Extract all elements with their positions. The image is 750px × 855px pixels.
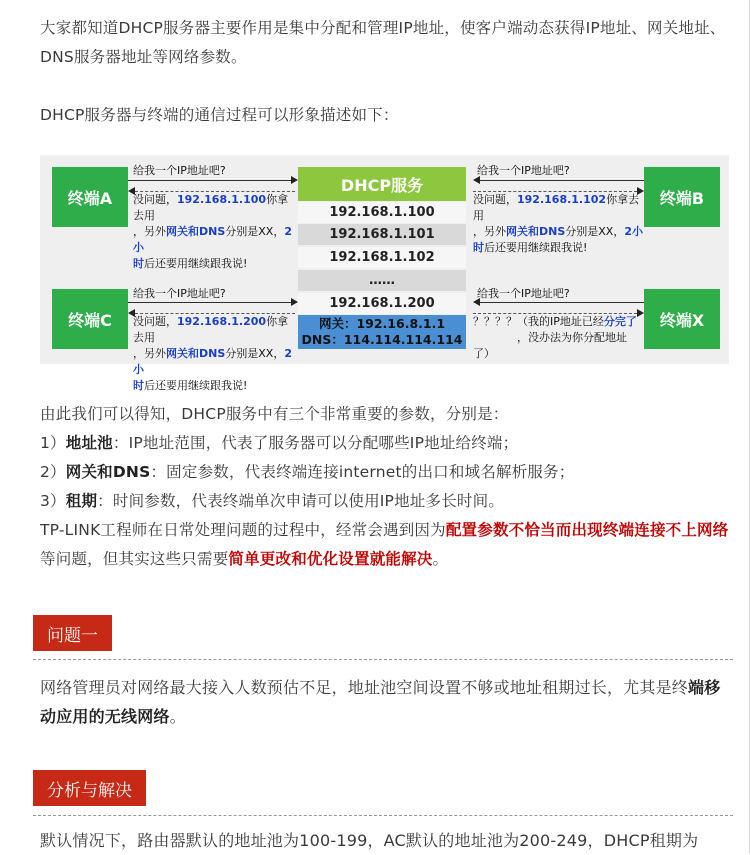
reply-x: ？？？？（我的IP地址已经分完了 ，没办法为你分配地址了）: [473, 315, 637, 360]
reply-arrow-line: [135, 191, 295, 192]
request-b: 给我一个IP地址吧?: [477, 164, 570, 177]
ip-row: 192.168.1.102: [298, 247, 466, 268]
section-title-problem1: 问题一: [33, 615, 112, 651]
terminal-x: 终端X: [644, 289, 720, 349]
arrow-right-icon: [637, 309, 644, 317]
dhcp-server-title: DHCP服务: [298, 167, 466, 201]
reply-c: 没问题，192.168.1.200你拿去用 ，另外网关和DNS分别是XX，2小 时后还要用继续跟我说!: [133, 315, 292, 392]
terminal-c: 终端C: [52, 289, 128, 349]
reply-arrow-line: [473, 191, 637, 192]
arrow-left-icon: [128, 187, 135, 195]
request-c: 给我一个IP地址吧?: [133, 287, 226, 300]
analysis-text: 默认情况下，路由器默认的地址池为100-199，AC默认的地址池为200-249，DHCP租期为: [40, 831, 699, 850]
terminal-b: 终端B: [644, 167, 720, 227]
request-arrow-line: [128, 180, 291, 181]
section-divider: [33, 815, 733, 816]
dns-text: DNS：114.114.114.114: [301, 332, 463, 347]
terminal-a: 终端A: [52, 167, 128, 227]
reply-a: 没问题，192.168.1.100你拿去用 ，另外网关和DNS分别是XX，2小 时后还要用继续跟我说!: [133, 193, 292, 270]
request-arrow-line: [480, 180, 644, 181]
gateway-text: 网关：192.16.8.1.1: [318, 316, 446, 331]
arrow-left-icon: [473, 298, 480, 306]
arrow-left-icon: [128, 309, 135, 317]
ip-row: ……: [298, 270, 466, 291]
params-lead: 由此我们可以得知，DHCP服务中有三个非常重要的参数，分别是：: [40, 405, 509, 423]
request-arrow-line: [480, 302, 644, 303]
intro-paragraph: 大家都知道DHCP服务器主要作用是集中分配和管理IP地址，使客户端动态获得IP地址、网关地址、DNS服务器地址等网络参数。: [40, 19, 726, 66]
problem1-text: 网络管理员对网络最大接入人数预估不足，地址池空间设置不够或地址租期过长，尤其是终端移动应用的无线网络。: [40, 678, 721, 726]
arrow-right-icon: [291, 298, 298, 306]
ip-row: 192.168.1.101: [298, 224, 466, 245]
request-a: 给我一个IP地址吧?: [133, 164, 226, 177]
param-item: 1）地址池：IP地址范围，代表了服务器可以分配哪些IP地址给终端；: [40, 434, 519, 452]
ip-row: 192.168.1.100: [298, 202, 466, 223]
request-x: 给我一个IP地址吧?: [477, 287, 570, 300]
ip-row: 192.168.1.200: [298, 293, 466, 314]
section-divider: [33, 659, 733, 660]
param-item: 2）网关和DNS：固定参数，代表终端连接internet的出口和域名解析服务；: [40, 463, 575, 481]
reply-arrow-line: [473, 313, 637, 314]
gateway-dns-box: [298, 315, 466, 349]
reply-arrow-line: [135, 313, 295, 314]
intro-paragraph-2: DHCP服务器与终端的通信过程可以形象描述如下：: [40, 106, 399, 124]
arrow-right-icon: [637, 187, 644, 195]
tplink-paragraph: TP-LINK工程师在日常处理问题的过程中，经常会遇到因为配置参数不恰当而出现终端连接不上网络等问题，但其实这些只需要简单更改和优化设置就能解决。: [40, 521, 729, 568]
arrow-right-icon: [291, 176, 298, 184]
reply-b: 没问题，192.168.1.102你拿去用 ，另外网关和DNS分别是XX，2小 时后还要用继续跟我说!: [473, 193, 643, 254]
arrow-left-icon: [473, 176, 480, 184]
request-arrow-line: [128, 302, 291, 303]
dhcp-diagram: [40, 155, 729, 392]
param-item: 3）租期：时间参数，代表终端单次申请可以使用IP地址多长时间。: [40, 492, 504, 510]
section-title-analysis: 分析与解决: [33, 770, 146, 806]
